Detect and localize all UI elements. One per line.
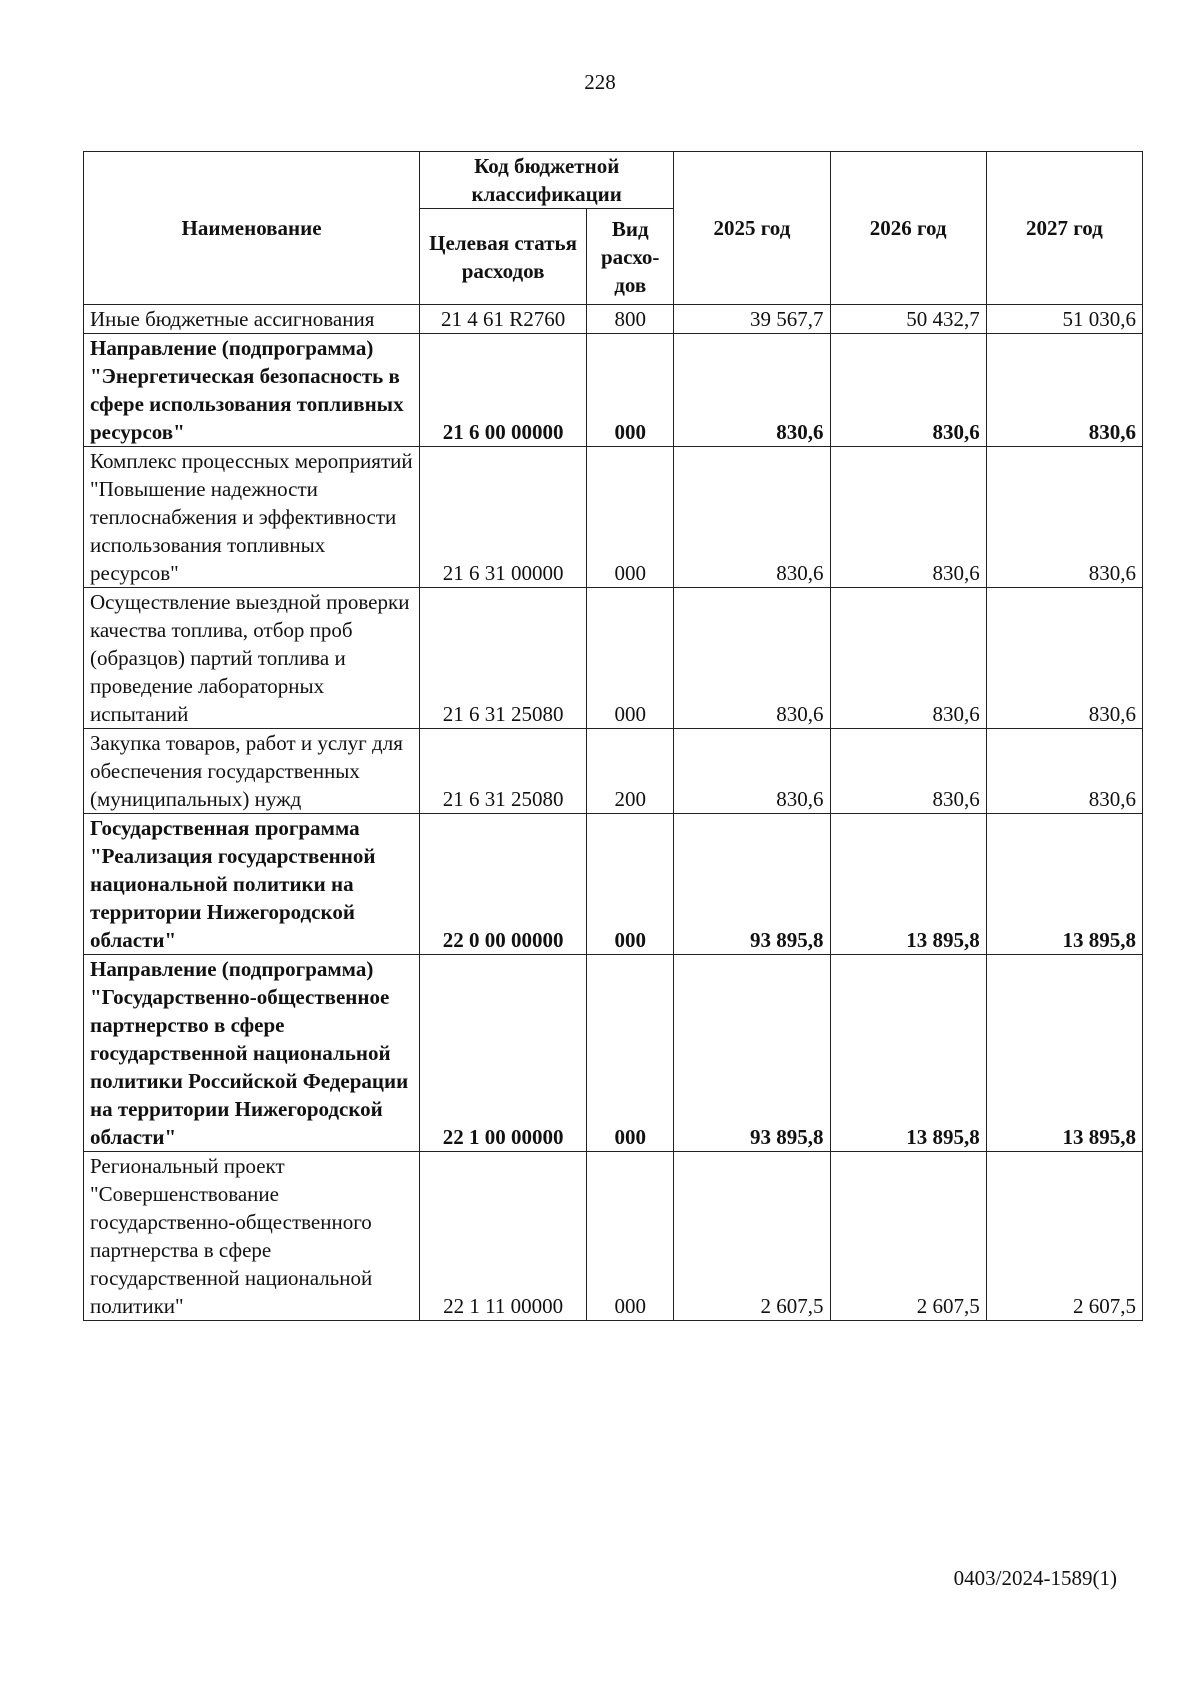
- row-2026-cell: 13 895,8: [830, 955, 986, 1152]
- row-expense-type-cell: 800: [587, 305, 674, 334]
- row-2026-cell: 13 895,8: [830, 814, 986, 955]
- header-year-2027: 2027 год: [986, 152, 1142, 305]
- row-expense-type-cell: 000: [587, 1152, 674, 1321]
- row-2025-cell: 39 567,7: [674, 305, 830, 334]
- header-expense-type: Вид расхо-дов: [587, 209, 674, 305]
- row-2026-cell: 2 607,5: [830, 1152, 986, 1321]
- row-expense-type-cell: 000: [587, 588, 674, 729]
- budget-table: [83, 151, 1143, 1321]
- header-year-2026: 2026 год: [830, 152, 986, 305]
- table-row: [84, 955, 1143, 1152]
- row-2026-cell: 830,6: [830, 334, 986, 447]
- row-target-article-cell: 21 4 61 R2760: [420, 305, 587, 334]
- row-2025-cell: 2 607,5: [674, 1152, 830, 1321]
- table-row: [84, 588, 1143, 729]
- row-2026-cell: 830,6: [830, 729, 986, 814]
- row-2027-cell: 2 607,5: [986, 1152, 1142, 1321]
- row-2025-cell: 830,6: [674, 729, 830, 814]
- row-expense-type-cell: 000: [587, 814, 674, 955]
- row-expense-type-cell: 000: [587, 955, 674, 1152]
- row-2025-cell: 830,6: [674, 447, 830, 588]
- row-name-cell: Государственная программа "Реализация государственной национальной политики на территории Нижегородской области": [84, 814, 420, 955]
- header-name: Наименование: [84, 152, 420, 305]
- row-name-cell: Иные бюджетные ассигнования: [84, 305, 420, 334]
- row-expense-type-cell: 000: [587, 334, 674, 447]
- row-2027-cell: 13 895,8: [986, 955, 1142, 1152]
- table-row: [84, 1152, 1143, 1321]
- row-target-article-cell: 21 6 31 25080: [420, 729, 587, 814]
- row-expense-type-cell: 200: [587, 729, 674, 814]
- row-name-cell: Направление (подпрограмма) "Энергетическая безопасность в сфере использования топливных ресурсов": [84, 334, 420, 447]
- row-target-article-cell: 21 6 00 00000: [420, 334, 587, 447]
- row-2027-cell: 830,6: [986, 588, 1142, 729]
- row-2025-cell: 830,6: [674, 588, 830, 729]
- row-2027-cell: 830,6: [986, 447, 1142, 588]
- table-row: [84, 334, 1143, 447]
- table-body: [84, 305, 1143, 1321]
- row-target-article-cell: 21 6 31 25080: [420, 588, 587, 729]
- row-name-cell: Направление (подпрограмма) "Государственно-общественное партнерство в сфере государственной национальной политики Российской Федерации на территории Нижегородской области": [84, 955, 420, 1152]
- row-name-cell: Региональный проект "Совершенствование государственно-общественного партнерства в сфере государственной национальной политики": [84, 1152, 420, 1321]
- page-number: 228: [584, 70, 616, 94]
- row-name-cell: Осуществление выездной проверки качества топлива, отбор проб (образцов) партий топлива и проведение лабораторных испытаний: [84, 588, 420, 729]
- table-row: [84, 305, 1143, 334]
- row-2026-cell: 830,6: [830, 447, 986, 588]
- row-2027-cell: 13 895,8: [986, 814, 1142, 955]
- row-target-article-cell: 21 6 31 00000: [420, 447, 587, 588]
- row-2025-cell: 830,6: [674, 334, 830, 447]
- header-code-group: Код бюджетной классификации: [420, 152, 674, 209]
- row-target-article-cell: 22 0 00 00000: [420, 814, 587, 955]
- table-header: [84, 152, 1143, 305]
- table-row: [84, 814, 1143, 955]
- document-id: 0403/2024-1589(1): [953, 1566, 1117, 1590]
- row-2025-cell: 93 895,8: [674, 955, 830, 1152]
- row-target-article-cell: 22 1 11 00000: [420, 1152, 587, 1321]
- header-year-2025: 2025 год: [674, 152, 830, 305]
- table-row: [84, 447, 1143, 588]
- header-target-article: Целевая статья расходов: [420, 209, 587, 305]
- row-2027-cell: 830,6: [986, 334, 1142, 447]
- table-row: [84, 729, 1143, 814]
- row-expense-type-cell: 000: [587, 447, 674, 588]
- row-2026-cell: 830,6: [830, 588, 986, 729]
- row-2025-cell: 93 895,8: [674, 814, 830, 955]
- row-2027-cell: 830,6: [986, 729, 1142, 814]
- row-name-cell: Комплекс процессных мероприятий "Повышение надежности теплоснабжения и эффективности использования топливных ресурсов": [84, 447, 420, 588]
- row-2027-cell: 51 030,6: [986, 305, 1142, 334]
- row-2026-cell: 50 432,7: [830, 305, 986, 334]
- row-name-cell: Закупка товаров, работ и услуг для обеспечения государственных (муниципальных) нужд: [84, 729, 420, 814]
- row-target-article-cell: 22 1 00 00000: [420, 955, 587, 1152]
